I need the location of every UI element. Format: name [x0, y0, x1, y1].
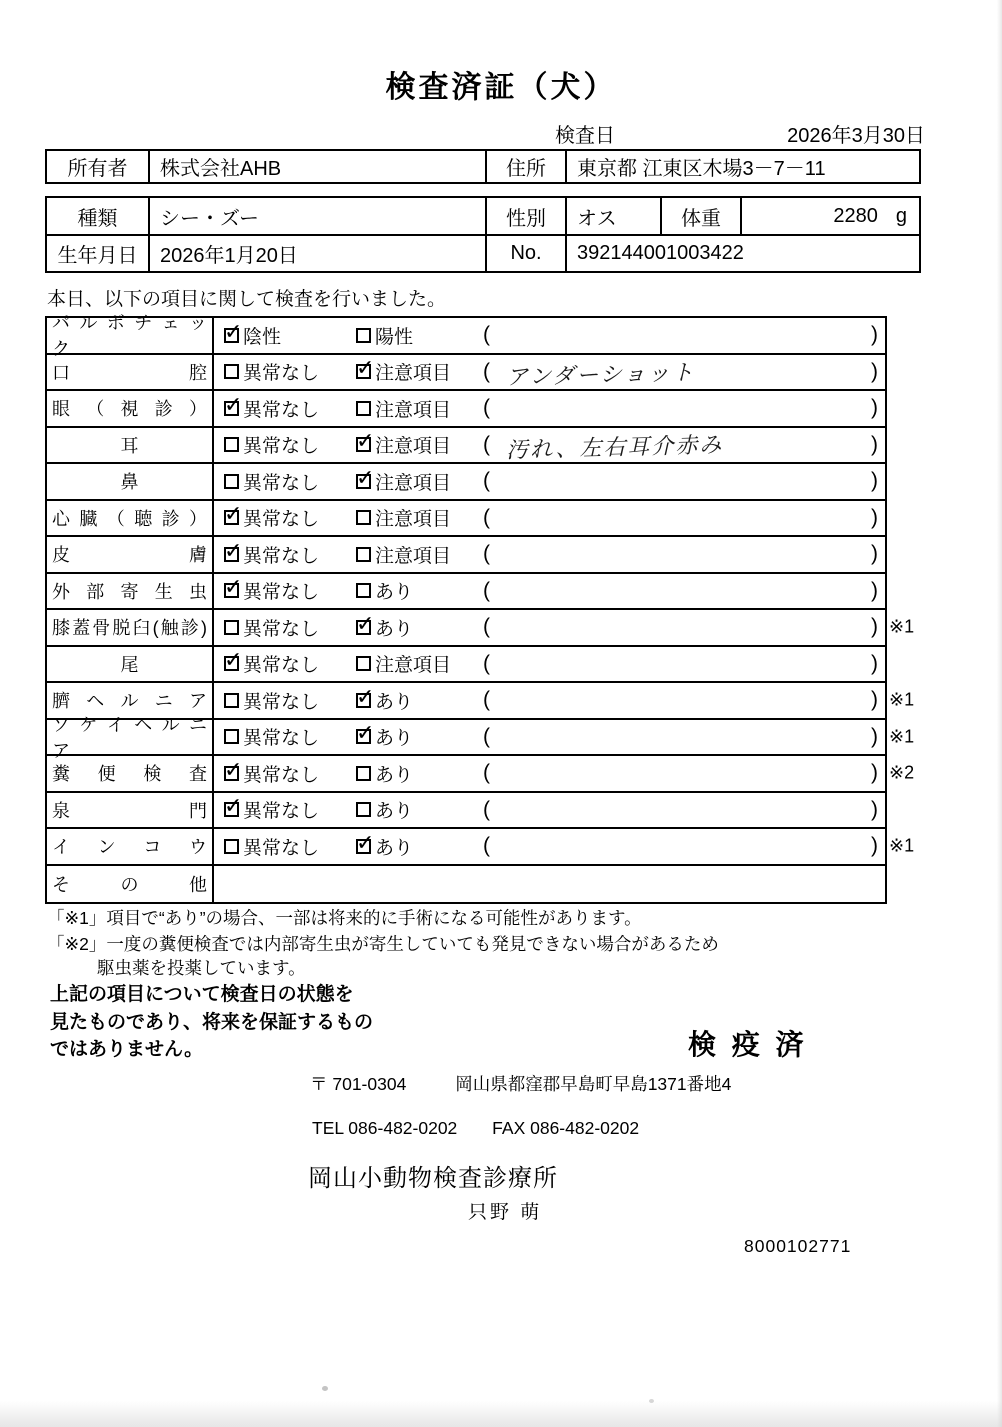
- exam-result-cell: [214, 610, 885, 645]
- result-option-1-label: 異常なし: [243, 509, 320, 531]
- footnote-mark: ※1: [889, 726, 915, 747]
- clinic-fax: FAX 086-482-0202: [492, 1118, 640, 1138]
- result-option-2: [356, 760, 483, 787]
- checkbox-icon: [356, 583, 371, 598]
- note-area: [483, 761, 885, 785]
- open-paren: (: [483, 688, 490, 712]
- exam-item-cell: [47, 610, 214, 645]
- vet-name: 只野 萌: [468, 1202, 543, 1223]
- result-option-2: [356, 468, 483, 495]
- exam-item-cell: [47, 313, 214, 360]
- checkbox-icon: [356, 547, 371, 562]
- close-paren: ): [871, 542, 878, 566]
- result-option-2-label: あり: [375, 837, 414, 859]
- result-option-2: [356, 650, 483, 677]
- checkbox-icon: [356, 510, 371, 525]
- result-option-2-label: 注意項目: [375, 436, 452, 458]
- checkbox-icon: [356, 474, 371, 489]
- result-option-1: [224, 541, 356, 568]
- checkbox-icon: [224, 364, 239, 379]
- serial-number: 8000102771: [744, 1236, 852, 1256]
- address-value: 東京都 江東区木場3－7－11: [565, 151, 919, 182]
- result-option-2: [356, 614, 483, 641]
- note-area: [483, 615, 885, 639]
- disclaimer-text: [50, 981, 373, 1064]
- exam-item-label: 泉 門: [52, 800, 207, 821]
- result-option-1: [224, 687, 356, 714]
- clinic-tel-line: [312, 1118, 639, 1139]
- result-option-1-label: 異常なし: [243, 472, 320, 494]
- disclaimer-line-1: 上記の項目について検査日の状態を: [50, 984, 354, 1005]
- sex-value: オス: [565, 198, 660, 234]
- exam-row: [47, 428, 885, 465]
- checkbox-icon: [356, 839, 371, 854]
- footnote-1: 「※1」項目で“あり”の場合、一部は将来的に手術になる可能性があります。: [47, 908, 642, 928]
- close-paren: ): [871, 651, 878, 675]
- open-paren: (: [483, 396, 490, 420]
- checkbox-icon: [224, 802, 239, 817]
- result-option-2: [356, 833, 483, 860]
- close-paren: ): [871, 505, 878, 529]
- note-area: [483, 323, 885, 347]
- close-paren: ): [871, 359, 878, 383]
- weight-cell: [740, 198, 919, 234]
- close-paren: ): [871, 761, 878, 785]
- checkbox-icon: [356, 364, 371, 379]
- result-option-1: [224, 760, 356, 787]
- exam-row: [47, 537, 885, 574]
- exam-row: [47, 866, 885, 903]
- result-option-1-label: 異常なし: [243, 618, 320, 640]
- result-option-1-label: 異常なし: [243, 582, 320, 604]
- result-option-1: [224, 577, 356, 604]
- close-paren: ): [871, 396, 878, 420]
- result-option-2: [356, 358, 483, 385]
- scan-artifact: [649, 1399, 654, 1403]
- result-option-1: [224, 322, 356, 349]
- clinic-tel: TEL 086-482-0202: [312, 1118, 458, 1138]
- footnote-2-line1: 「※2」一度の糞便検査では内部寄生虫が寄生していても発見できない場合があるため: [47, 934, 719, 954]
- exam-item-cell: [47, 391, 214, 426]
- footnote-2-line2: 駆虫薬を投薬しています。: [97, 958, 306, 978]
- exam-item-cell: [47, 537, 214, 572]
- exam-result-cell: [214, 756, 885, 791]
- exam-result-cell: [214, 647, 885, 682]
- exam-result-cell: [214, 537, 885, 572]
- inspection-date-label: 検査日: [555, 125, 615, 147]
- quarantine-stamp: 検 疫 済: [688, 1029, 808, 1060]
- close-paren: ): [871, 615, 878, 639]
- result-option-2: [356, 395, 483, 422]
- note-area: [483, 688, 885, 712]
- checkbox-icon: [224, 547, 239, 562]
- weight-value: 2280: [833, 204, 878, 227]
- open-paren: (: [483, 542, 490, 566]
- checkbox-icon: [224, 437, 239, 452]
- checkbox-icon: [356, 802, 371, 817]
- note-area: [483, 652, 885, 676]
- clinic-postal: 〒 701-0304: [310, 1074, 407, 1094]
- result-option-1-label: 陰性: [243, 326, 282, 348]
- checkbox-icon: [356, 437, 371, 452]
- result-option-2-label: 陽性: [375, 326, 414, 348]
- result-option-2-label: あり: [375, 728, 414, 750]
- exam-item-label: 心 臓 （ 聴 診 ）: [52, 508, 207, 529]
- result-option-1: [224, 358, 356, 385]
- open-paren: (: [483, 797, 490, 821]
- result-option-1-label: 異常なし: [243, 801, 320, 823]
- exam-item-cell: [47, 464, 214, 499]
- exam-item-cell: [47, 574, 214, 609]
- result-option-1-label: 異常なし: [243, 837, 320, 859]
- checkbox-icon: [356, 401, 371, 416]
- result-option-1-label: 異常なし: [243, 691, 320, 713]
- result-option-2-label: 注意項目: [375, 655, 452, 677]
- birthdate-value: 2026年1月20日: [148, 236, 485, 271]
- close-paren: ): [871, 797, 878, 821]
- open-paren: (: [483, 615, 490, 639]
- scan-artifact: [997, 0, 1002, 1427]
- checkbox-icon: [356, 656, 371, 671]
- checkbox-icon: [224, 620, 239, 635]
- scan-artifact: [0, 1401, 1002, 1427]
- exam-item-label: 外 部 寄 生 虫: [52, 581, 207, 602]
- result-option-2-label: あり: [375, 801, 414, 823]
- owner-value: 株式会社AHB: [148, 151, 485, 182]
- open-paren: (: [483, 359, 490, 383]
- breed-value: シー・ズー: [148, 198, 485, 234]
- result-option-2: [356, 577, 483, 604]
- scan-artifact: [322, 1386, 328, 1391]
- exam-table: [45, 313, 915, 904]
- exam-result-cell: [214, 683, 885, 718]
- clinic-address-line: [310, 1071, 731, 1096]
- result-option-1-label: 異常なし: [243, 545, 320, 567]
- checkbox-icon: [224, 693, 239, 708]
- owner-info-table: [45, 149, 921, 184]
- exam-row: [47, 391, 885, 428]
- checkbox-icon: [356, 729, 371, 744]
- open-paren: (: [483, 505, 490, 529]
- exam-result-cell: [214, 318, 885, 353]
- exam-item-cell: [47, 866, 214, 903]
- address-label: 住所: [485, 151, 565, 182]
- exam-row: [47, 313, 885, 360]
- result-option-1: [224, 723, 356, 750]
- result-option-1-label: 異常なし: [243, 764, 320, 786]
- close-paren: ): [871, 834, 878, 858]
- result-option-2: [356, 541, 483, 568]
- exam-item-label: イ ン コ ウ: [52, 837, 207, 858]
- exam-result-cell: [214, 355, 885, 390]
- result-option-2-label: あり: [375, 764, 414, 786]
- note-area: [483, 834, 885, 858]
- exam-item-cell: [47, 355, 214, 390]
- result-option-2: [356, 504, 483, 531]
- checkbox-icon: [224, 328, 239, 343]
- open-paren: (: [483, 834, 490, 858]
- open-paren: (: [483, 578, 490, 602]
- exam-item-label: ソ ケ イ ヘ ル ニ ア: [52, 714, 207, 761]
- exam-item-label: 臍 ヘ ル ニ ア: [52, 691, 207, 712]
- exam-row: [47, 829, 915, 866]
- close-paren: ): [871, 469, 878, 493]
- breed-label: 種類: [77, 207, 118, 230]
- inspection-date-row: [555, 119, 925, 148]
- exam-row: [47, 574, 885, 611]
- exam-item-label: 鼻: [120, 472, 139, 493]
- exam-item-label: 糞 便 検 査: [52, 764, 207, 785]
- exam-result-cell: [214, 391, 885, 426]
- exam-item-cell: [47, 501, 214, 536]
- close-paren: ): [871, 724, 878, 748]
- checkbox-icon: [224, 766, 239, 781]
- exam-row: [47, 756, 915, 793]
- result-option-2-label: あり: [375, 582, 414, 604]
- note-text: アンダーショット: [505, 359, 696, 390]
- result-option-2-label: 注意項目: [375, 399, 452, 421]
- open-paren: (: [483, 469, 490, 493]
- note-area: [483, 798, 885, 822]
- close-paren: ): [871, 432, 878, 456]
- result-option-2: [356, 322, 483, 349]
- exam-item-cell: [47, 647, 214, 682]
- exam-item-label: 耳: [120, 435, 139, 456]
- close-paren: ): [871, 323, 878, 347]
- exam-item-label: 皮 膚: [52, 545, 207, 566]
- exam-item-label: パ ル ボ チ ェ ッ ク: [52, 313, 207, 360]
- close-paren: ): [871, 688, 878, 712]
- birthdate-label: 生年月日: [57, 245, 138, 267]
- exam-item-cell: [47, 756, 214, 791]
- open-paren: (: [483, 432, 490, 456]
- exam-result-cell: [214, 428, 885, 463]
- result-option-1-label: 異常なし: [243, 399, 320, 421]
- result-option-1: [224, 796, 356, 823]
- checkbox-icon: [224, 510, 239, 525]
- checkbox-icon: [224, 583, 239, 598]
- exam-row: [47, 355, 885, 392]
- result-option-1: [224, 395, 356, 422]
- note-area: [483, 506, 885, 530]
- exam-row: [47, 610, 915, 647]
- number-label: No.: [485, 236, 565, 271]
- note-area: [483, 579, 885, 603]
- result-option-2: [356, 687, 483, 714]
- result-option-1-label: 異常なし: [243, 363, 320, 385]
- open-paren: (: [483, 724, 490, 748]
- result-option-2: [356, 431, 483, 458]
- result-option-1: [224, 431, 356, 458]
- weight-label: 体重: [660, 198, 740, 234]
- open-paren: (: [483, 761, 490, 785]
- checkbox-icon: [224, 839, 239, 854]
- result-option-1: [224, 468, 356, 495]
- footnote-mark: ※1: [889, 689, 915, 710]
- exam-row: [47, 464, 885, 501]
- open-paren: (: [483, 651, 490, 675]
- result-option-1: [224, 504, 356, 531]
- checkbox-icon: [224, 474, 239, 489]
- result-option-2-label: 注意項目: [375, 545, 452, 567]
- exam-result-cell: [214, 501, 885, 536]
- exam-item-cell: [47, 829, 214, 864]
- result-option-2-label: 注意項目: [375, 363, 452, 385]
- result-option-1: [224, 650, 356, 677]
- clinic-name: 岡山小動物検査診療所: [308, 1165, 558, 1192]
- weight-unit: g: [895, 204, 907, 227]
- disclaimer-line-2: 見たものであり、将来を保証するもの: [50, 1011, 374, 1033]
- exam-item-cell: [47, 428, 214, 463]
- exam-result-cell: [214, 720, 885, 755]
- result-option-2-label: あり: [375, 691, 414, 713]
- result-option-1: [224, 614, 356, 641]
- exam-result-cell: [214, 829, 885, 864]
- inspection-date-value: 2026年3月30日: [787, 125, 925, 147]
- result-option-1: [224, 833, 356, 860]
- checkbox-icon: [356, 766, 371, 781]
- close-paren: ): [871, 578, 878, 602]
- exam-item-label: 口 腔: [52, 362, 207, 383]
- result-option-2-label: あり: [375, 618, 414, 640]
- exam-row: [47, 501, 885, 538]
- exam-item-cell: [47, 793, 214, 828]
- sex-label: 性別: [485, 198, 565, 234]
- exam-item-label: 眼 （ 視 診 ）: [52, 399, 207, 420]
- exam-item-label: 膝蓋骨脱臼(触診): [52, 618, 207, 639]
- result-option-1-label: 異常なし: [243, 436, 320, 458]
- note-area: [483, 725, 885, 749]
- clinic-address: 岡山県都窪郡早島町早島1371番地4: [455, 1074, 732, 1094]
- exam-statement: 本日、以下の項目に関して検査を行いました。: [47, 289, 447, 310]
- exam-row: [47, 793, 885, 830]
- note-text: 汚れ、左右耳介赤み: [505, 432, 724, 463]
- result-option-2: [356, 796, 483, 823]
- exam-item-cell: [47, 714, 214, 761]
- checkbox-icon: [356, 693, 371, 708]
- note-area: [483, 469, 885, 493]
- checkbox-icon: [224, 401, 239, 416]
- open-paren: (: [483, 323, 490, 347]
- owner-label: 所有者: [67, 158, 128, 180]
- result-option-1-label: 異常なし: [243, 655, 320, 677]
- pet-info-table: [45, 196, 921, 273]
- note-area: [483, 356, 885, 390]
- exam-result-cell: [214, 574, 885, 609]
- result-option-2-label: 注意項目: [375, 472, 452, 494]
- exam-row: [47, 714, 915, 761]
- disclaimer-line-3: ではありません。: [50, 1039, 204, 1060]
- checkbox-icon: [224, 729, 239, 744]
- result-option-2: [356, 723, 483, 750]
- number-value: 392144001003422: [565, 236, 919, 271]
- checkbox-icon: [356, 328, 371, 343]
- exam-item-label: そ の 他: [52, 874, 207, 895]
- document-title: 検査済証（犬）: [385, 71, 617, 104]
- footnote-mark: ※1: [889, 835, 915, 856]
- note-area: [483, 542, 885, 566]
- result-option-1-label: 異常なし: [243, 728, 320, 750]
- exam-row: [47, 647, 885, 684]
- exam-result-cell: [214, 464, 885, 499]
- checkbox-icon: [224, 656, 239, 671]
- exam-result-cell: [214, 866, 885, 903]
- footnote-mark: ※1: [889, 616, 915, 637]
- exam-result-cell: [214, 793, 885, 828]
- footnote-mark: ※2: [889, 762, 915, 783]
- note-area: [483, 429, 885, 463]
- checkbox-icon: [356, 620, 371, 635]
- exam-item-label: 尾: [120, 654, 139, 675]
- note-area: [483, 396, 885, 420]
- result-option-2-label: 注意項目: [375, 509, 452, 531]
